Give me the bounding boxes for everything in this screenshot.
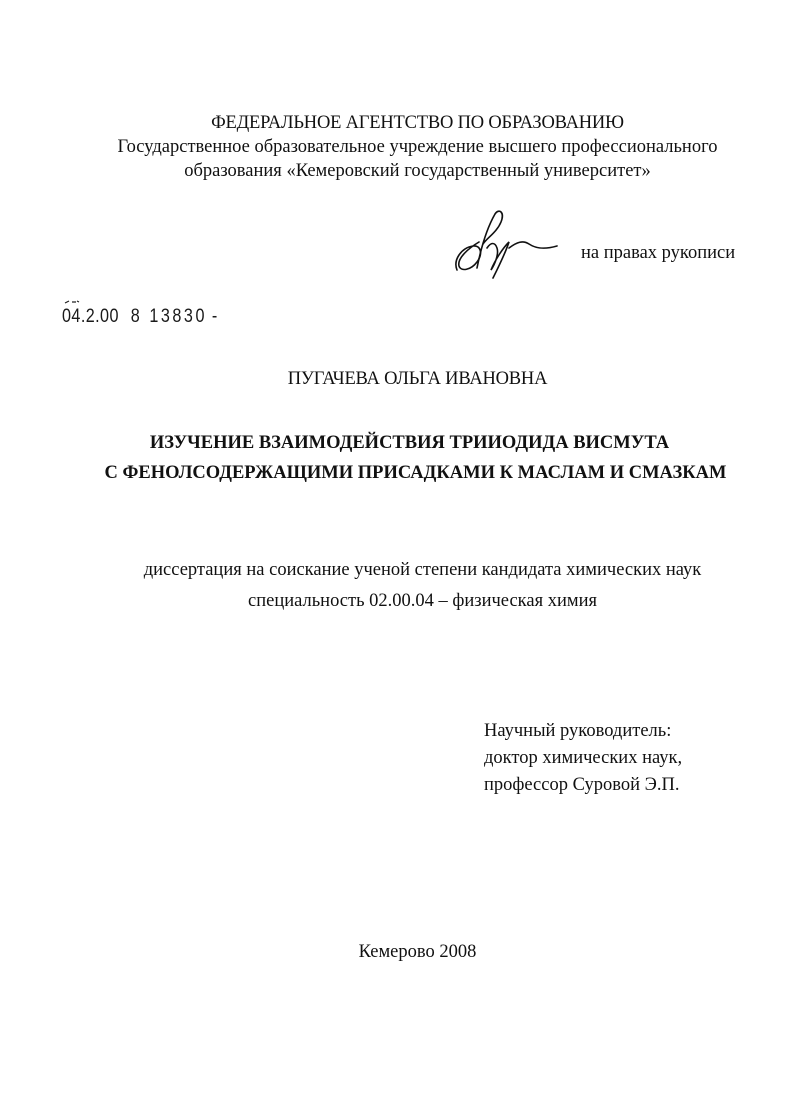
signature-icon bbox=[447, 208, 567, 288]
agency-heading: ФЕДЕРАЛЬНОЕ АГЕНТСТВО ПО ОБРАЗОВАНИЮ bbox=[211, 113, 624, 133]
thesis-title-line-2: С ФЕНОЛСОДЕРЖАЩИМИ ПРИСАДКАМИ К МАСЛАМ И СМАЗКАМ bbox=[104, 463, 727, 483]
dissertation-line-1: диссертация на соискание ученой степени кандидата химических наук bbox=[143, 560, 702, 580]
city-year: Кемерово 2008 bbox=[358, 942, 477, 962]
stamp-mark-icon bbox=[64, 299, 80, 305]
manuscript-note: на правах рукописи bbox=[581, 243, 736, 263]
author-name: ПУГАЧЕВА ОЛЬГА ИВАНОВНА bbox=[287, 369, 548, 389]
supervisor-name: профессор Суровой Э.П. bbox=[484, 775, 680, 795]
registration-stamp bbox=[62, 306, 218, 328]
stamp-number: 8 13830 bbox=[130, 306, 208, 327]
thesis-title-line-1: ИЗУЧЕНИЕ ВЗАИМОДЕЙСТВИЯ ТРИИОДИДА ВИСМУТА bbox=[149, 433, 670, 453]
supervisor-block bbox=[484, 718, 682, 799]
stamp-date: 04.2.00 bbox=[62, 306, 119, 327]
supervisor-degree: доктор химических наук, bbox=[484, 748, 683, 768]
dissertation-line-2: специальность 02.00.04 – физическая химия bbox=[248, 591, 597, 611]
institution-line-1: Государственное образовательное учреждение высшего профессионального bbox=[117, 137, 718, 157]
supervisor-label: Научный руководитель: bbox=[484, 721, 672, 741]
stamp-dash: - bbox=[207, 306, 218, 327]
institution-line-2: образования «Кемеровский государственный университет» bbox=[184, 161, 651, 181]
